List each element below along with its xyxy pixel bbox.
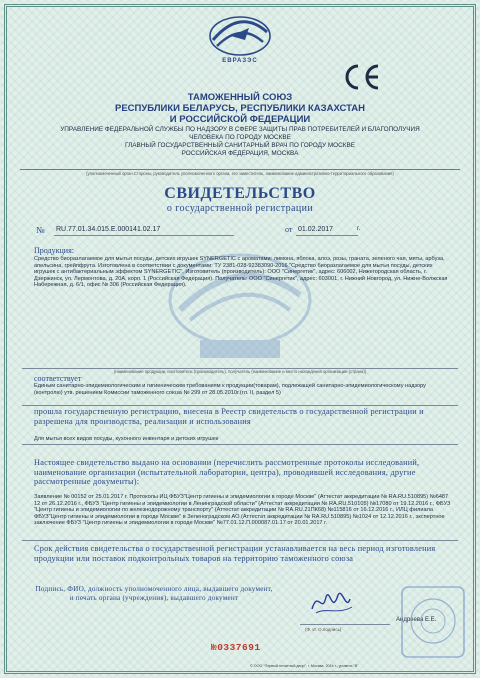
- scope-underline: [22, 444, 458, 445]
- union-line-3: И РОССИЙСКОЙ ФЕДЕРАЦИИ: [169, 114, 311, 125]
- union-title: [20, 92, 460, 125]
- eaec-logo-icon: [203, 10, 277, 58]
- authority-block: [14, 126, 466, 158]
- certificate-subtitle: о государственной регистрации: [166, 203, 314, 214]
- product-heading: Продукция:: [34, 246, 74, 255]
- validity-text: Срок действия свидетельства о государственной регистрации устанавливается на весь период изготовления продукции или поставок подконтрольных товаров на территорию таможенного союза: [34, 544, 436, 563]
- signature-scribble: [308, 585, 354, 619]
- conformity-underline: [22, 405, 458, 406]
- number-underline: [54, 235, 234, 236]
- conformity-text: Единым санитарно-эпидемиологическим и гигиеническим требованиям к продукции(товарам), подлежащей санитарно-эпидемиологическому надзору (контролю) утв. решением Комиссии таможенного союза № 299 от 28.05.2010г.(гл. II, раздел 5): [34, 383, 426, 396]
- authority-line-3: ГЛАВНЫЙ ГОСУДАРСТВЕННЫЙ САНИТАРНЫЙ ВРАЧ ПО ГОРОДУ МОСКВЕ: [124, 142, 356, 149]
- certificate-number: RU.77.01.34.015.E.000141.02.17: [56, 226, 161, 233]
- authority-line-1: УПРАВЛЕНИЕ ФЕДЕРАЛЬНОЙ СЛУЖБЫ ПО НАДЗОРУ В СФЕРЕ ЗАЩИТЫ ПРАВ ПОТРЕБИТЕЛЕЙ И БЛАГОПОЛУЧИЯ: [60, 126, 420, 133]
- certificate-date: 01.02.2017: [298, 226, 334, 233]
- basis-underline: [22, 540, 458, 541]
- authority-line-4: РОССИЙСКАЯ ФЕДЕРАЦИЯ, МОСКВА: [181, 150, 299, 157]
- basis-text: Заявление № 00152 от 25.01.2017 г. Протоколы ИЦ ФБУЗ"Центр гигиены и эпидемиологии в городе Москве" (Аттестат аккредитации № RA.RU.510895) №6487 12 от 26.12.2016 г., ФБУЗ "Центр гигиены и эпидемиологии в Ленинградской области" (Аттестат аккредитации № RA.RU.510105) №17080 от 19.12.2016 г., ФБУЗ "Центр гигиены и эпидемиологии по железнодорожному транспорту" (Аттестат аккредитации № RA.RU.21ПК68) №115816 от 16.12.2016 г., ИЛЦ филиала ФБУЗ"Центр гигиены и эпидемиологии в городе Москве" в Зеленоградском АО (Аттестат аккредитации № RA.RU.510895) №1024 от 12.12.2016 г., экспертное заключение ФБУЗ "Центр гигиены и эпидемиологии в городе Москве" №77.01.12.П.000087.01.17 от 20.01.2017 г.: [34, 494, 451, 527]
- registration-text: прошла государственную регистрацию, внесена в Реестр свидетельств о государственной регистрации и разрешена для производства, реализации и использования: [34, 407, 424, 426]
- date-prefix: от: [285, 225, 293, 234]
- ce-mark-icon: [338, 62, 386, 92]
- signer-name: Андреева Е.Е.: [396, 617, 437, 623]
- form-serial-number: №0337691: [211, 642, 261, 653]
- authority-caption: (уполномоченный орган Стороны, руководитель уполномоченного органа, его заместитель, наименование административно-территориального образования): [20, 169, 460, 176]
- union-line-1: ТАМОЖЕННЫЙ СОЮЗ: [187, 92, 293, 103]
- printer-footer: © ООО "Первый печатный двор", г. Москва, 2016 г., уровень "В": [250, 664, 359, 668]
- authority-line-2: ЧЕЛОВЕКА ПО ГОРОДУ МОСКВЕ: [189, 134, 291, 141]
- conformity-heading: соответствует: [34, 374, 82, 383]
- signature-underline: [300, 624, 390, 625]
- date-suffix: г.: [357, 226, 361, 232]
- official-seal: [398, 585, 468, 659]
- number-symbol: №: [36, 225, 45, 235]
- signature-label: Подпись, ФИО, должность уполномоченного лица, выдавшего документ, и печать органа (учреждения), выдавшего документ: [35, 585, 273, 602]
- registration-scope: Для мытья всех видов посуды, кухонного инвентаря и детских игрушек: [34, 436, 219, 442]
- certificate-title: СВИДЕТЕЛЬСТВО: [164, 185, 316, 202]
- product-text: Средство биоразлагаемое для мытья посуды, детских игрушек SYNERGETIC с ароматами: лимона, яблока, алоэ, розы, граната, зеленого чая, мяты, арбуза, апельсина, грейпфрута. Изготовлена в соответствии с документами: ТУ 2381-028-92383090-2016 "Средство биоразлагаемое для мытья посуды, детских игрушек с антибактериальным эффектом SYNERGETIC". Изготовитель (производитель): ООО "Синергетик", адрес: 606002, Нижегородская область, г. Дзержинск, ул. Лермонтова, д. 20А, корп. 1 (Российская Федерация). Получатель: ООО "Синергетик", адрес: 603001, г. Нижний Новгород, ул. Нижне-Волжская Набережная, д. 6/1, офис № 306 (Российская Федерация).: [34, 256, 448, 289]
- basis-heading: Настоящее свидетельство выдано на основании (перечислить рассмотренные протоколы исследований, наименование организации (испытательной лаборатории, центра), проводившей исследования, другие рассмотренные документы):: [34, 458, 420, 486]
- product-caption: (наименование продукции, изготовитель (производитель), получатель (наименование и место нахождения организации (страна)): [113, 369, 367, 374]
- union-line-2: РЕСПУБЛИКИ БЕЛАРУСЬ, РЕСПУБЛИКИ КАЗАХСТАН: [114, 103, 366, 114]
- date-underline: [296, 235, 358, 236]
- logo-text: ЕВРАЗЭС: [222, 58, 258, 64]
- fio-caption: (Ф. И. О.подпись): [305, 627, 342, 632]
